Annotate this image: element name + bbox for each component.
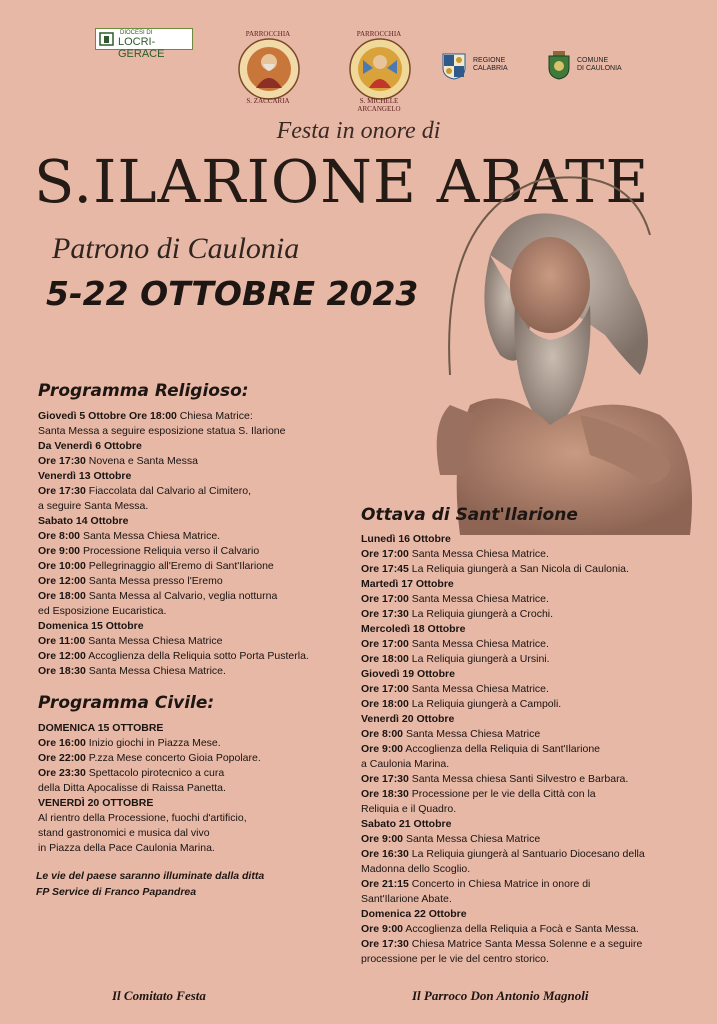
ottava-line bbox=[361, 652, 645, 667]
religioso-line-text: Accoglienza della Reliquia sotto Porta Pusterla. bbox=[85, 650, 309, 662]
comune-line2: DI CAULONIA bbox=[577, 65, 622, 72]
civile-line-text: Inizio giochi in Piazza Mese. bbox=[85, 737, 221, 749]
footer-comitato: Il Comitato Festa bbox=[112, 988, 206, 1003]
civile-line-text: Spettacolo pirotecnico a cura bbox=[85, 767, 225, 779]
ottava-line-label: Ore 18:00 bbox=[361, 653, 409, 665]
religioso-line bbox=[38, 544, 309, 559]
religioso-line-label: Ore 11:00 bbox=[38, 635, 86, 647]
religioso-line bbox=[38, 619, 309, 634]
civile-line bbox=[38, 721, 261, 736]
religioso-line-label: Da Venerdì 6 Ottobre bbox=[38, 440, 142, 452]
religioso-line-text: a seguire Santa Messa. bbox=[38, 500, 149, 512]
ottava-line-label: Ore 21:15 bbox=[361, 878, 409, 890]
civile-line-text: della Ditta Apocalisse di Raissa Panetta. bbox=[38, 782, 226, 794]
civile-line bbox=[38, 826, 261, 841]
ottava-line-label: Ore 9:00 bbox=[361, 923, 404, 935]
religioso-line-label: Ore 12:00 bbox=[38, 650, 86, 662]
ottava-line-label: Sabato 21 Ottobre bbox=[361, 818, 452, 830]
religioso-line bbox=[38, 649, 309, 664]
regione-line1: REGIONE bbox=[473, 57, 506, 64]
ottava-line-text: La Reliquia giungerà a Ursini. bbox=[408, 653, 550, 665]
saint-statue-image bbox=[430, 175, 717, 535]
ottava-line-text: Santa Messa Chiesa Matrice. bbox=[408, 683, 549, 695]
parish1-top-label: PARROCCHIA bbox=[245, 30, 291, 38]
religioso-line-label: Ore 8:00 bbox=[38, 530, 81, 542]
ottava-line-label: Venerdì 20 Ottobre bbox=[361, 713, 455, 725]
ottava-line-text: La Reliquia giungerà al Santuario Diocesano della bbox=[408, 848, 645, 860]
religioso-line-label: Domenica 15 Ottobre bbox=[38, 620, 144, 632]
religioso-line bbox=[38, 664, 309, 679]
ottava-line bbox=[361, 952, 645, 967]
ottava-line bbox=[361, 712, 645, 727]
lighting-note-line2: FP Service di Franco Papandrea bbox=[36, 886, 197, 898]
ottava-title: Ottava di Sant'Ilarione bbox=[361, 505, 578, 525]
ottava-line-text: Sant'Ilarione Abate. bbox=[361, 893, 452, 905]
religioso-line bbox=[38, 529, 309, 544]
religioso-line-label: Ore 17:30 bbox=[38, 455, 86, 467]
diocesi-name: LOCRI-GERACE bbox=[118, 36, 165, 60]
saint-title: S.ILARIONE ABATE bbox=[34, 147, 650, 216]
religioso-line-label: Venerdì 13 Ottobre bbox=[38, 470, 132, 482]
ottava-line-label: Domenica 22 Ottobre bbox=[361, 908, 467, 920]
ottava-line-label: Ore 17:00 bbox=[361, 638, 409, 650]
ottava-line-label: Mercoledì 18 Ottobre bbox=[361, 623, 466, 635]
civile-line-label: Ore 22:00 bbox=[38, 752, 86, 764]
ottava-line bbox=[361, 847, 645, 862]
ottava-line bbox=[361, 562, 645, 577]
ottava-line bbox=[361, 697, 645, 712]
religioso-line-text: Santa Messa presso l'Eremo bbox=[85, 575, 223, 587]
ottava-line-label: Ore 17:30 bbox=[361, 608, 409, 620]
religioso-line bbox=[38, 604, 309, 619]
programma-religioso-list bbox=[38, 409, 309, 679]
programma-civile-title: Programma Civile: bbox=[38, 693, 215, 713]
religioso-line-label: Ore 10:00 bbox=[38, 560, 86, 572]
ottava-line-label: Ore 17:00 bbox=[361, 683, 409, 695]
religioso-line-label: Ore 12:00 bbox=[38, 575, 86, 587]
ottava-line bbox=[361, 682, 645, 697]
religioso-line bbox=[38, 514, 309, 529]
religioso-line-text: Santa Messa a seguire esposizione statua S. Ilarione bbox=[38, 425, 286, 437]
lighting-note bbox=[36, 868, 264, 900]
religioso-line bbox=[38, 589, 309, 604]
civile-line bbox=[38, 766, 261, 781]
ottava-line bbox=[361, 877, 645, 892]
ottava-line bbox=[361, 922, 645, 937]
ottava-line bbox=[361, 937, 645, 952]
religioso-line-text: Novena e Santa Messa bbox=[85, 455, 198, 467]
ottava-line bbox=[361, 592, 645, 607]
civile-line-label: DOMENICA 15 OTTOBRE bbox=[38, 722, 164, 734]
religioso-line-text: Santa Messa al Calvario, veglia notturna bbox=[85, 590, 278, 602]
parish2-top-label: PARROCCHIA bbox=[356, 30, 402, 38]
parish2-bottom-label: S. MICHELE ARCANGELO bbox=[357, 97, 401, 113]
civile-line-label: Ore 23:30 bbox=[38, 767, 86, 779]
programma-civile-list bbox=[38, 721, 261, 856]
ottava-line-label: Ore 16:30 bbox=[361, 848, 409, 860]
religioso-line-text: ed Esposizione Eucaristica. bbox=[38, 605, 167, 617]
religioso-line-text: Santa Messa Chiesa Matrice bbox=[85, 635, 223, 647]
ottava-line-text: Chiesa Matrice Santa Messa Solenne e a seguire bbox=[408, 938, 643, 950]
parish-michele-seal-icon bbox=[349, 38, 411, 100]
ottava-line bbox=[361, 757, 645, 772]
comune-caulonia-crest-icon bbox=[546, 50, 572, 80]
ottava-line-label: Ore 17:00 bbox=[361, 548, 409, 560]
ottava-line-label: Ore 8:00 bbox=[361, 728, 404, 740]
religioso-line-label: Giovedì 5 Ottobre Ore 18:00 bbox=[38, 410, 177, 422]
ottava-line bbox=[361, 907, 645, 922]
parish1-bottom-label: S. ZACCARIA bbox=[246, 97, 290, 105]
civile-line bbox=[38, 736, 261, 751]
civile-line bbox=[38, 796, 261, 811]
ottava-line-label: Ore 17:30 bbox=[361, 773, 409, 785]
ottava-line-label: Ore 17:45 bbox=[361, 563, 409, 575]
ottava-line-text: Madonna dello Scoglio. bbox=[361, 863, 471, 875]
ottava-line bbox=[361, 622, 645, 637]
civile-line-label: Ore 16:00 bbox=[38, 737, 86, 749]
ottava-line-label: Ore 17:30 bbox=[361, 938, 409, 950]
religioso-line-label: Ore 18:30 bbox=[38, 665, 86, 677]
civile-line-text: in Piazza della Pace Caulonia Marina. bbox=[38, 842, 215, 854]
religioso-line bbox=[38, 499, 309, 514]
religioso-line-label: Ore 17:30 bbox=[38, 485, 86, 497]
ottava-line-text: Processione per le vie della Città con la bbox=[408, 788, 596, 800]
ottava-line-text: Santa Messa Chiesa Matrice. bbox=[408, 638, 549, 650]
religioso-line-text: Santa Messa Chiesa Matrice. bbox=[85, 665, 226, 677]
ottava-line bbox=[361, 787, 645, 802]
ottava-line-text: Concerto in Chiesa Matrice in onore di bbox=[408, 878, 591, 890]
regione-calabria-emblem-icon bbox=[441, 52, 467, 80]
ottava-line-label: Giovedì 19 Ottobre bbox=[361, 668, 455, 680]
diocesi-logo bbox=[95, 28, 193, 60]
ottava-line bbox=[361, 547, 645, 562]
religioso-line bbox=[38, 454, 309, 469]
religioso-line-text: Fiaccolata dal Calvario al Cimitero, bbox=[85, 485, 252, 497]
ottava-line-label: Lunedì 16 Ottobre bbox=[361, 533, 451, 545]
ottava-line-text: La Reliquia giungerà a Campoli. bbox=[408, 698, 562, 710]
diocesi-label: DIOCESI DI bbox=[120, 30, 153, 36]
ottava-line bbox=[361, 817, 645, 832]
religioso-line-label: Ore 18:00 bbox=[38, 590, 86, 602]
lighting-note-line1: Le vie del paese saranno illuminate dalla ditta bbox=[36, 870, 265, 882]
ottava-line-text: Santa Messa chiesa Santi Silvestro e Barbara. bbox=[408, 773, 629, 785]
civile-line-text: stand gastronomici e musica dal vivo bbox=[38, 827, 210, 839]
ottava-line-text: Santa Messa Chiesa Matrice. bbox=[408, 593, 549, 605]
religioso-line-label: Ore 9:00 bbox=[38, 545, 81, 557]
civile-line bbox=[38, 811, 261, 826]
regione-label bbox=[473, 57, 508, 73]
religioso-line bbox=[38, 424, 309, 439]
ottava-line bbox=[361, 832, 645, 847]
religioso-line bbox=[38, 634, 309, 649]
ottava-line-label: Ore 9:00 bbox=[361, 743, 404, 755]
ottava-list bbox=[361, 532, 645, 967]
patron-label: Patrono di Caulonia bbox=[52, 232, 300, 265]
ottava-line-text: Accoglienza della Reliquia a Focà e Santa Messa. bbox=[403, 923, 639, 935]
civile-line bbox=[38, 751, 261, 766]
civile-line bbox=[38, 781, 261, 796]
religioso-line-text: Santa Messa Chiesa Matrice. bbox=[80, 530, 221, 542]
religioso-line bbox=[38, 469, 309, 484]
ottava-line-label: Ore 18:00 bbox=[361, 698, 409, 710]
religioso-line bbox=[38, 439, 309, 454]
ottava-line-text: processione per le vie del centro storico. bbox=[361, 953, 549, 965]
regione-line2: CALABRIA bbox=[473, 65, 508, 72]
ottava-line bbox=[361, 802, 645, 817]
comune-line1: COMUNE bbox=[577, 57, 609, 64]
religioso-line-text: Processione Reliquia verso il Calvario bbox=[80, 545, 260, 557]
religioso-line-text: Pellegrinaggio all'Eremo di Sant'Ilarione bbox=[85, 560, 274, 572]
religioso-line-text: Chiesa Matrice: bbox=[176, 410, 253, 422]
ottava-line-label: Ore 18:30 bbox=[361, 788, 409, 800]
civile-line-label: VENERDÌ 20 OTTOBRE bbox=[38, 797, 154, 809]
ottava-line bbox=[361, 742, 645, 757]
ottava-line bbox=[361, 892, 645, 907]
festa-subtitle: Festa in onore di bbox=[276, 118, 441, 144]
ottava-line-label: Ore 17:00 bbox=[361, 593, 409, 605]
ottava-line bbox=[361, 862, 645, 877]
ottava-line bbox=[361, 637, 645, 652]
religioso-line bbox=[38, 484, 309, 499]
ottava-line-text: Santa Messa Chiesa Matrice. bbox=[408, 548, 549, 560]
ottava-line bbox=[361, 607, 645, 622]
ottava-line-text: Santa Messa Chiesa Matrice bbox=[403, 833, 541, 845]
comune-label bbox=[577, 57, 622, 73]
ottava-line bbox=[361, 727, 645, 742]
ottava-line-text: a Caulonia Marina. bbox=[361, 758, 450, 770]
religioso-line bbox=[38, 559, 309, 574]
ottava-line bbox=[361, 772, 645, 787]
ottava-line-label: Martedì 17 Ottobre bbox=[361, 578, 454, 590]
festival-dates: 5-22 OTTOBRE 2023 bbox=[46, 274, 419, 313]
ottava-line bbox=[361, 532, 645, 547]
ottava-line-text: Accoglienza della Reliquia di Sant'Ilarione bbox=[403, 743, 600, 755]
ottava-line-text: Santa Messa Chiesa Matrice bbox=[403, 728, 541, 740]
ottava-line-text: La Reliquia giungerà a San Nicola di Caulonia. bbox=[408, 563, 629, 575]
ottava-line bbox=[361, 667, 645, 682]
civile-line bbox=[38, 841, 261, 856]
civile-line-text: P.zza Mese concerto Gioia Popolare. bbox=[85, 752, 261, 764]
ottava-line-text: La Reliquia giungerà a Crochi. bbox=[408, 608, 554, 620]
religioso-line bbox=[38, 574, 309, 589]
ottava-line-text: Reliquia e il Quadro. bbox=[361, 803, 457, 815]
ottava-line-label: Ore 9:00 bbox=[361, 833, 404, 845]
footer-parroco: Il Parroco Don Antonio Magnoli bbox=[412, 988, 589, 1003]
ottava-line bbox=[361, 577, 645, 592]
parish-zaccaria-seal-icon bbox=[238, 38, 300, 100]
religioso-line bbox=[38, 409, 309, 424]
civile-line-text: Al rientro della Processione, fuochi d'artificio, bbox=[38, 812, 247, 824]
diocese-emblem-icon bbox=[99, 32, 114, 46]
religioso-line-label: Sabato 14 Ottobre bbox=[38, 515, 129, 527]
programma-religioso-title: Programma Religioso: bbox=[38, 381, 249, 401]
